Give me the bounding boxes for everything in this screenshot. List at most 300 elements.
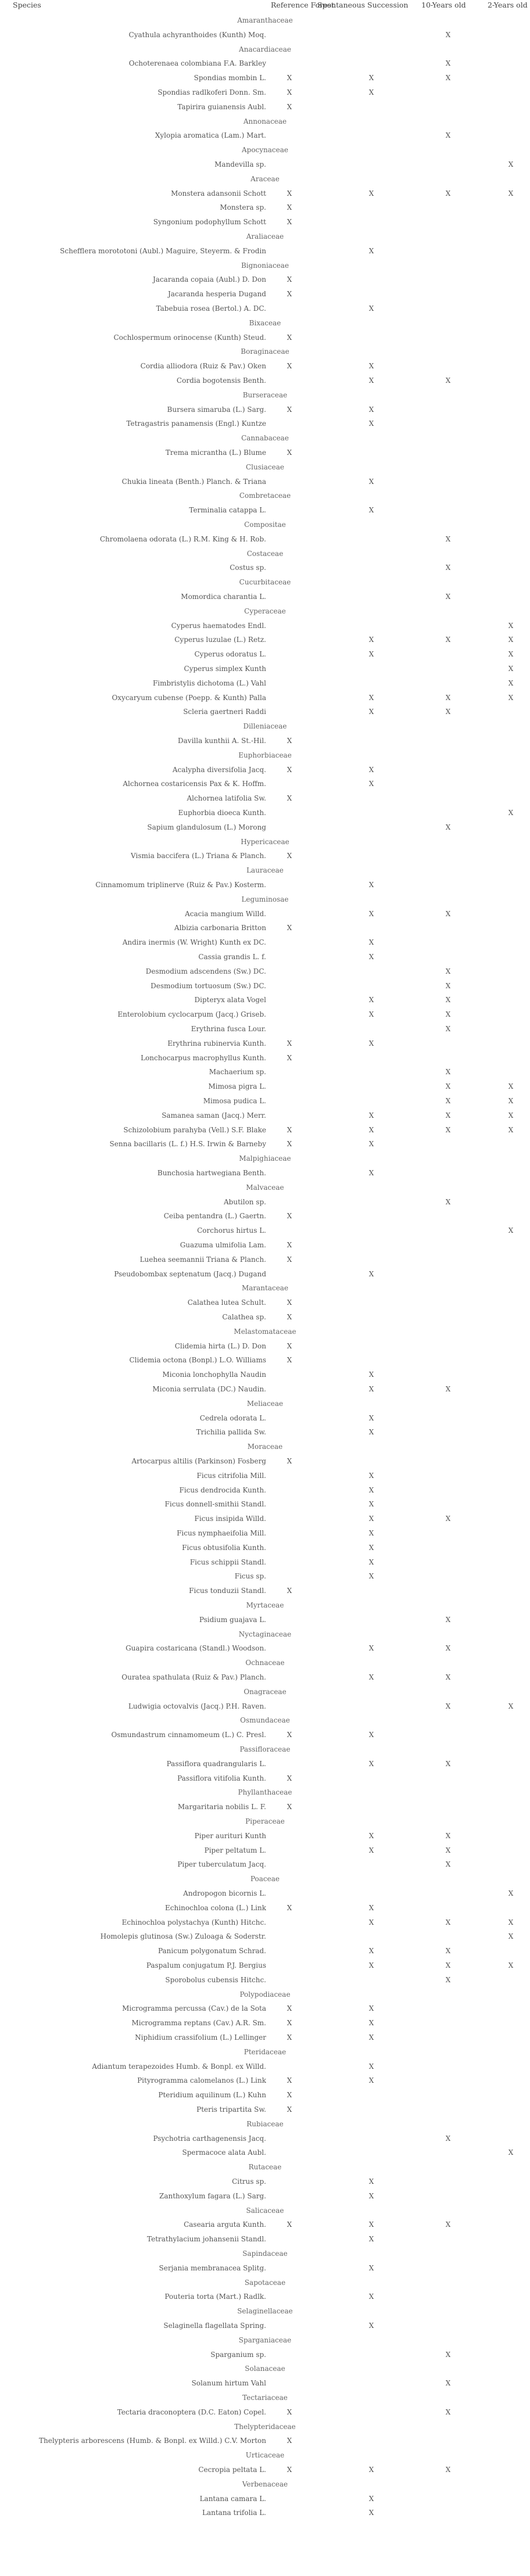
family-row (0, 1713, 530, 1728)
species-name: Fimbristylis dichotoma (L.) Vahl (152, 679, 266, 687)
species-name: Oxycaryum cubense (Poepp. & Kunth) Palla (112, 693, 266, 702)
species-name: Adiantum terapezoides Humb. & Bonpl. ex Willd. (92, 2062, 266, 2071)
family-row (0, 13, 530, 28)
presence-mark: X (287, 2105, 292, 2114)
species-name: Guapira costaricana (Standl.) Woodson. (126, 1644, 266, 1653)
table-row (0, 2261, 530, 2276)
species-name: Sporobolus cubensis Hitchc. (165, 1975, 266, 1984)
presence-mark: X (287, 88, 292, 96)
family-name: Hypericaceae (241, 837, 289, 846)
presence-mark: X (287, 405, 292, 414)
presence-mark: X (287, 362, 292, 371)
presence-mark: X (445, 1615, 451, 1624)
species-name: Ficus schippii Standl. (189, 1558, 266, 1566)
family-name: Rubiaceae (246, 2119, 284, 2128)
species-name: Corchorus hirtus L. (197, 1226, 266, 1235)
table-row (0, 186, 530, 201)
presence-mark: X (368, 2177, 374, 2186)
presence-mark: X (368, 1428, 374, 1437)
presence-mark: X (508, 636, 514, 644)
presence-mark: X (508, 1918, 514, 1926)
species-name: Dipteryx alata Vogel (194, 996, 266, 1004)
species-name: Niphidium crassifolium (L.) Lellinger (135, 2033, 266, 2042)
presence-mark: X (368, 1644, 374, 1653)
presence-mark: X (368, 246, 374, 255)
presence-mark: X (287, 1587, 292, 1595)
presence-mark: X (287, 852, 292, 860)
family-row (0, 834, 530, 849)
species-name: Ficus nymphaeifolia Mill. (177, 1529, 266, 1537)
table-row (0, 1050, 530, 1065)
family-row (0, 171, 530, 186)
presence-mark: X (287, 1241, 292, 1249)
species-name: Monstera adansonii Schott (171, 189, 266, 198)
table-row (0, 2318, 530, 2333)
presence-mark: X (368, 2191, 374, 2200)
presence-mark: X (445, 1385, 451, 1393)
species-name: Ouratea spathulata (Ruiz & Pav.) Planch. (121, 1673, 266, 1681)
table-row (0, 1036, 530, 1051)
presence-mark: X (368, 780, 374, 788)
presence-mark: X (445, 1644, 451, 1653)
family-name: Marantaceae (241, 1284, 289, 1293)
family-name: Cucurbitaceae (239, 578, 291, 587)
table-row (0, 1511, 530, 1526)
presence-mark: X (445, 74, 451, 82)
table-row (0, 532, 530, 547)
species-name: Homolepis glutinosa (Sw.) Zuloaga & Soderstr. (100, 1932, 266, 1941)
table-row (0, 373, 530, 388)
table-row (0, 503, 530, 518)
species-name: Cassia grandis L. f. (198, 953, 266, 961)
presence-mark: X (368, 1500, 374, 1509)
table-row (0, 690, 530, 705)
presence-mark: X (287, 1341, 292, 1350)
presence-mark: X (368, 2494, 374, 2503)
presence-mark: X (445, 2408, 451, 2416)
presence-mark: X (287, 449, 292, 457)
table-row (0, 1454, 530, 1469)
table-row (0, 1670, 530, 1685)
presence-mark: X (287, 218, 292, 227)
table-row (0, 1727, 530, 1742)
species-name: Luehea seemannii Triana & Planch. (139, 1255, 266, 1264)
table-row (0, 1569, 530, 1584)
species-name: Albizia carbonaria Britton (174, 924, 266, 932)
presence-mark: X (445, 2350, 451, 2359)
presence-mark: X (368, 362, 374, 371)
family-row (0, 1324, 530, 1339)
family-row (0, 1814, 530, 1829)
species-name: Euphorbia dioeca Kunth. (178, 809, 266, 817)
table-row (0, 1093, 530, 1108)
presence-mark: X (508, 650, 514, 659)
table-row (0, 2491, 530, 2506)
family-name: Sapindaceae (242, 2249, 288, 2258)
species-name: Cyperus haematodes Endl. (171, 621, 266, 630)
family-name: Thelypteridaceae (234, 2422, 296, 2431)
table-row (0, 56, 530, 71)
table-row (0, 1021, 530, 1036)
table-row (0, 848, 530, 863)
presence-mark: X (368, 1370, 374, 1379)
presence-mark: X (287, 1039, 292, 1047)
family-name: Araceae (250, 174, 280, 183)
presence-mark: X (287, 765, 292, 774)
species-name: Desmodium tortuosum (Sw.) DC. (151, 981, 266, 990)
presence-mark: X (368, 2509, 374, 2517)
family-row (0, 1742, 530, 1757)
presence-mark: X (368, 1572, 374, 1581)
family-row (0, 863, 530, 878)
species-name: Lonchocarpus macrophyllus Kunth. (141, 1053, 266, 1062)
table-row (0, 1612, 530, 1627)
table-row (0, 1223, 530, 1238)
presence-mark: X (445, 967, 451, 975)
family-row (0, 2448, 530, 2463)
species-name: Chromolaena odorata (L.) R.M. King & H. Rob. (99, 534, 266, 543)
species-name: Terminalia catappa L. (189, 506, 266, 515)
table-row (0, 2347, 530, 2362)
species-name: Jacaranda copaia (Aubl.) D. Don (153, 275, 266, 284)
presence-mark: X (445, 2134, 451, 2143)
presence-mark: X (445, 981, 451, 990)
family-name: Sapotaceae (244, 2278, 286, 2287)
species-name: Clidemia hirta (L.) D. Don (174, 1341, 266, 1350)
family-name: Poaceae (250, 1875, 280, 1883)
presence-mark: X (287, 275, 292, 284)
table-row (0, 1943, 530, 1958)
presence-mark: X (508, 1082, 514, 1091)
species-name: Selaginella flagellata Spring. (163, 2322, 266, 2330)
table-row (0, 1425, 530, 1440)
table-row (0, 791, 530, 806)
presence-mark: X (368, 1471, 374, 1480)
family-name: Nyctaginaceae (238, 1630, 292, 1638)
species-name: Panicum polygonatum Schrad. (157, 1947, 266, 1956)
family-name: Ochnaceae (245, 1659, 285, 1667)
presence-mark: X (445, 593, 451, 601)
family-name: Euphorbiaceae (238, 751, 292, 759)
table-row (0, 776, 530, 791)
presence-mark: X (368, 74, 374, 82)
species-name: Lantana camara L. (199, 2494, 266, 2503)
family-row (0, 42, 530, 57)
species-name: Schefflera morototoni (Aubl.) Maguire, Steyerm. & Frodin (60, 246, 266, 255)
presence-mark: X (445, 376, 451, 385)
table-row (0, 85, 530, 100)
species-name: Piper tuberculatum Jacq. (177, 1860, 266, 1869)
presence-mark: X (445, 1125, 451, 1134)
species-name: Davilla kunthii A. St.-Hil. (178, 737, 266, 745)
family-row (0, 1151, 530, 1166)
presence-mark: X (368, 1529, 374, 1537)
presence-mark: X (368, 1269, 374, 1278)
family-row (0, 315, 530, 331)
table-row (0, 949, 530, 964)
presence-mark: X (368, 189, 374, 198)
family-row (0, 2044, 530, 2060)
presence-mark: X (368, 88, 374, 96)
family-name: Araliaceae (246, 232, 284, 241)
family-row (0, 2419, 530, 2434)
presence-mark: X (445, 1947, 451, 1956)
family-row (0, 1396, 530, 1411)
species-name: Cyathula achyranthoides (Kunth) Moq. (128, 30, 266, 39)
table-row (0, 1122, 530, 1138)
family-name: Burseraceae (242, 390, 288, 399)
species-name: Senna bacillaris (L. f.) H.S. Irwin & Barneby (109, 1140, 266, 1149)
family-row (0, 388, 530, 403)
family-row (0, 2361, 530, 2376)
species-name: Ficus donnell-smithii Standl. (164, 1500, 266, 1509)
species-name: Cyperus luzulae (L.) Retz. (174, 636, 266, 644)
presence-mark: X (287, 737, 292, 745)
table-row (0, 1208, 530, 1224)
table-row (0, 99, 530, 114)
family-row (0, 2159, 530, 2175)
table-row (0, 1540, 530, 1555)
table-row (0, 27, 530, 42)
species-name: Solanum hirtum Vahl (191, 2379, 266, 2388)
species-name: Andropogon bicornis L. (183, 1889, 266, 1897)
presence-mark: X (445, 564, 451, 572)
table-row (0, 1526, 530, 1541)
family-name: Osmundaceae (240, 1716, 290, 1725)
family-name: Bignoniaceae (241, 261, 289, 270)
family-name: Verbenaceae (242, 2480, 288, 2488)
presence-mark: X (287, 924, 292, 932)
species-name: Alchornea latifolia Sw. (187, 794, 266, 803)
species-name: Ludwigia octovalvis (Jacq.) P.H. Raven. (128, 1702, 266, 1710)
species-name: Mimosa pigra L. (208, 1082, 266, 1091)
species-name: Spondias radlkoferi Donn. Sm. (157, 88, 266, 96)
presence-mark: X (445, 1846, 451, 1854)
presence-mark: X (287, 2408, 292, 2416)
family-row (0, 258, 530, 273)
presence-mark: X (508, 693, 514, 702)
table-row (0, 805, 530, 820)
presence-mark: X (368, 881, 374, 889)
family-name: Myrtaceae (246, 1601, 284, 1609)
presence-mark: X (287, 1731, 292, 1739)
table-row (0, 1136, 530, 1151)
presence-mark: X (508, 665, 514, 673)
species-name: Vismia baccifera (L.) Triana & Planch. (131, 852, 266, 860)
header-10-years-old: 10-Years old (421, 1, 466, 9)
species-name: Bursera simaruba (L.) Sarg. (167, 405, 266, 414)
species-name: Mimosa pudica L. (203, 1097, 266, 1105)
presence-mark: X (368, 2322, 374, 2330)
family-name: Salicaceae (246, 2206, 284, 2215)
table-row (0, 1309, 530, 1325)
table-row (0, 402, 530, 417)
species-name: Psychotria carthagenensis Jacq. (153, 2134, 266, 2143)
table-row (0, 1007, 530, 1022)
family-row (0, 2275, 530, 2290)
family-row (0, 892, 530, 907)
family-name: Apocynaceae (241, 146, 289, 155)
table-row (0, 2231, 530, 2247)
family-name: Selaginellaceae (237, 2307, 293, 2316)
species-name: Passiflora quadrangularis L. (166, 1759, 266, 1768)
presence-mark: X (445, 1831, 451, 1840)
species-name: Acalypha diversifolia Jacq. (172, 765, 266, 774)
family-row (0, 719, 530, 734)
presence-mark: X (368, 1831, 374, 1840)
presence-mark: X (287, 794, 292, 803)
family-row (0, 546, 530, 561)
family-name: Leguminosae (241, 895, 289, 903)
table-row (0, 445, 530, 460)
family-row (0, 1987, 530, 2002)
header-species: Species (13, 1, 41, 9)
species-name: Cordia alliodora (Ruiz & Pav.) Oken (140, 362, 266, 371)
family-name: Sparganiaceae (238, 2335, 292, 2344)
table-row (0, 358, 530, 374)
species-name: Cedrela odorata L. (199, 1413, 266, 1422)
species-name: Pteris tripartita Sw. (196, 2105, 266, 2114)
table-row (0, 2131, 530, 2146)
presence-mark: X (368, 1903, 374, 1912)
family-name: Pteridaceae (243, 2047, 287, 2056)
presence-mark: X (287, 2220, 292, 2229)
presence-mark: X (508, 1889, 514, 1897)
family-row (0, 1871, 530, 1886)
species-name: Echinochloa colona (L.) Link (165, 1903, 266, 1912)
species-name: Lantana trifolia L. (202, 2509, 266, 2517)
presence-mark: X (445, 30, 451, 39)
presence-mark: X (368, 477, 374, 486)
table-row (0, 1411, 530, 1426)
presence-mark: X (508, 1932, 514, 1941)
family-row (0, 1627, 530, 1642)
family-name: Moraceae (247, 1443, 283, 1451)
family-row (0, 2477, 530, 2492)
table-row (0, 560, 530, 575)
family-row (0, 344, 530, 359)
species-name: Psidium guajava L. (199, 1615, 266, 1624)
family-row (0, 2304, 530, 2319)
family-name: Cyperaceae (244, 607, 286, 615)
presence-mark: X (368, 506, 374, 515)
presence-mark: X (287, 333, 292, 342)
presence-mark: X (368, 2019, 374, 2028)
species-name: Echinochloa polystachya (Kunth) Hitchc. (121, 1918, 266, 1926)
presence-mark: X (445, 708, 451, 716)
presence-mark: X (445, 1197, 451, 1206)
table-row (0, 1771, 530, 1786)
table-row (0, 1382, 530, 1397)
presence-mark: X (445, 693, 451, 702)
family-name: Bixaceae (249, 318, 281, 327)
family-row (0, 2246, 530, 2261)
family-name: Amaranthaceae (237, 16, 293, 24)
table-row (0, 992, 530, 1007)
table-row (0, 301, 530, 316)
species-name: Calathea sp. (222, 1313, 266, 1321)
presence-mark: X (368, 1385, 374, 1393)
family-name: Annonaceae (243, 117, 287, 125)
table-row (0, 647, 530, 662)
species-name: Casearia arguta Kunth. (184, 2220, 266, 2229)
table-row (0, 1064, 530, 1079)
species-name: Osmundastrum cinnamomeum (L.) C. Presl. (111, 1731, 266, 1739)
presence-mark: X (445, 1111, 451, 1120)
presence-mark: X (368, 953, 374, 961)
table-row (0, 1252, 530, 1267)
presence-mark: X (368, 1125, 374, 1134)
species-name: Microgramma percussa (Cav.) de la Sota (122, 2004, 266, 2013)
family-row (0, 229, 530, 244)
species-name: Microgramma reptans (Cav.) A.R. Sm. (131, 2019, 266, 2028)
presence-mark: X (287, 2076, 292, 2085)
species-name: Serjania membranacea Splitg. (159, 2263, 266, 2272)
species-name: Mandevilla sp. (214, 160, 266, 168)
table-row (0, 1756, 530, 1771)
presence-mark: X (368, 304, 374, 313)
family-row (0, 575, 530, 590)
header-reference-forest: Reference Forest (271, 1, 334, 9)
species-name: Piper peltatum L. (204, 1846, 266, 1854)
presence-mark: X (445, 189, 451, 198)
table-row (0, 2174, 530, 2189)
table-row (0, 2102, 530, 2117)
table-row (0, 2015, 530, 2030)
presence-mark: X (508, 1702, 514, 1710)
table-row (0, 2217, 530, 2232)
presence-mark: X (445, 2379, 451, 2388)
species-name: Citrus sp. (232, 2177, 266, 2186)
presence-mark: X (508, 621, 514, 630)
species-name: Schizolobium parahyba (Vell.) S.F. Blake (123, 1125, 266, 1134)
table-row (0, 1799, 530, 1814)
presence-mark: X (287, 1125, 292, 1134)
header-2-years-old: 2-Years old (488, 1, 528, 9)
family-name: Lauraceae (246, 866, 284, 875)
family-name: Malpighiaceae (239, 1154, 291, 1163)
species-name: Tabebuia rosea (Bertol.) A. DC. (156, 304, 266, 313)
presence-mark: X (445, 823, 451, 831)
family-name: Combretaceae (239, 491, 291, 500)
family-row (0, 1280, 530, 1296)
presence-mark: X (445, 1082, 451, 1091)
table-row (0, 1555, 530, 1570)
table-row (0, 733, 530, 748)
table-row (0, 877, 530, 892)
species-name: Jacaranda hesperia Dugand (167, 290, 266, 299)
table-row (0, 2376, 530, 2391)
table-row (0, 128, 530, 143)
presence-mark: X (368, 2235, 374, 2244)
family-name: Malvaceae (246, 1183, 284, 1192)
table-row (0, 820, 530, 835)
table-row (0, 1583, 530, 1598)
family-row (0, 1655, 530, 1670)
species-name: Erythrina rubinervia Kunth. (167, 1039, 266, 1047)
presence-mark: X (368, 2292, 374, 2301)
presence-mark: X (368, 2062, 374, 2071)
presence-mark: X (287, 1774, 292, 1782)
table-row (0, 1843, 530, 1858)
family-row (0, 2390, 530, 2405)
table-row (0, 1165, 530, 1181)
presence-mark: X (368, 1486, 374, 1494)
presence-mark: X (368, 1558, 374, 1566)
table-row (0, 1972, 530, 1987)
presence-mark: X (368, 1140, 374, 1149)
species-name: Tetrathylacium johansenii Standl. (147, 2235, 266, 2244)
